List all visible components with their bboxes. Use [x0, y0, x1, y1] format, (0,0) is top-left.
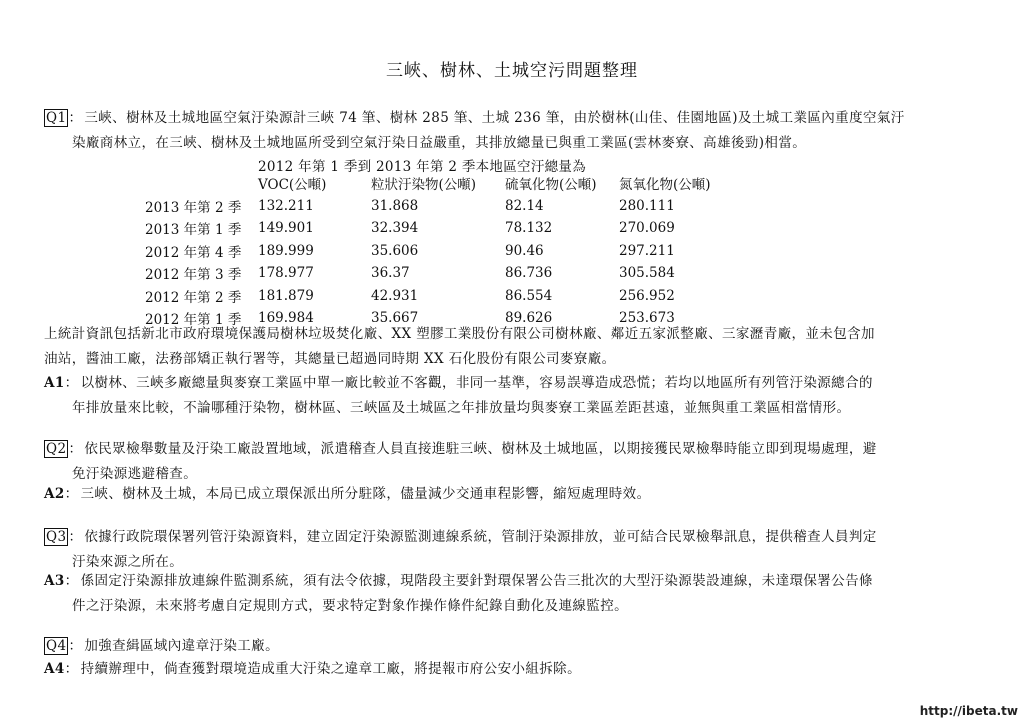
question-2-text: 依民眾檢舉數量及汙染工廠設置地域，派遣稽查人員直接進駐三峽、樹林及土城地區，以期接獲民眾檢舉時能立即到現場處理，避 — [84, 441, 877, 457]
question-1: Q1 ： 三峽、樹林及土城地區空氣汙染源計三峽 74 筆、樹林 285 筆、土城 236 筆，由於樹林(山佳、佳園地區)及土城工業區內重度空氣汙 染廠商林立，在三峽、樹林及土城地區所受到空氣汙染日益嚴重，其排放總量已與重工業區(雲林麥寮、高雄後勁)相當。 — [44, 106, 984, 156]
table-cell: 42.931 — [371, 287, 419, 304]
table-cell: 181.879 — [258, 287, 314, 304]
table-cell: 297.211 — [619, 242, 675, 259]
answer-3: A3： 係固定汙染源排放連線件監測系統，須有法令依據，現階段主要針對環保署公告三批次的大型汙染源裝設連線，未達環保署公告條 件之汙染源，未來將考慮自定規則方式，要求特定對象作操作條件紀錄自動化及連線監控。 — [44, 569, 984, 619]
table-cell: 189.999 — [258, 242, 314, 259]
table-cell: 90.46 — [505, 242, 544, 259]
table-cell: 169.984 — [258, 310, 314, 327]
table-cell: 270.069 — [619, 220, 675, 237]
table-cell: 86.554 — [505, 287, 553, 304]
table-cell: 35.606 — [371, 242, 419, 259]
question-1-text: 三峽、樹林及土城地區空氣汙染源計三峽 74 筆、樹林 285 筆、土城 236 筆，由於樹林(山佳、佳園地區)及土城工業區內重度空氣汙 — [84, 110, 905, 126]
table-cell: 178.977 — [258, 265, 314, 282]
watermark: http://ibeta.tw — [919, 704, 1018, 718]
emissions-table — [145, 172, 729, 330]
table-cell: 149.901 — [258, 220, 314, 237]
answer-4: A4： 持續辦理中，倘查獲對環境造成重大汙染之違章工廠，將提報市府公安小組拆除。 — [44, 661, 581, 677]
table-header-cell: VOC(公噸) — [258, 177, 327, 194]
answer-3-tag: A3 — [44, 573, 65, 589]
question-3-text-cont: 汙染來源之所在。 — [72, 554, 184, 570]
table-cell: 256.952 — [619, 287, 675, 304]
question-4-text: 加強查緝區域內違章汙染工廠。 — [84, 638, 279, 654]
answer-2-tag: A2 — [44, 486, 65, 502]
table-header-cell — [145, 172, 258, 195]
table-cell: 2012 年第 1 季 — [145, 312, 242, 329]
answer-2: A2： 三峽、樹林及土城，本局已成立環保派出所分駐隊，儘量減少交通車程影響，縮短處理時效。 — [44, 486, 651, 502]
question-4-tag: Q4 — [46, 638, 67, 654]
table-header-cell: 粒狀汙染物(公噸) — [371, 177, 477, 194]
answer-4-text: 持續辦理中，倘查獲對環境造成重大汙染之違章工廠，將提報市府公安小組拆除。 — [80, 661, 581, 677]
answer-1: A1： 以樹林、三峽多廠總量與麥寮工業區中單一廠比較並不客觀，非同一基準，容易誤導造成恐慌；若均以地區所有列管汙染源總合的 年排放量來比較，不論哪種汙染物，樹林區、三峽區及土城區之年排放量均與麥寮工業區差距甚遠，並無與重工業區相當情形。 — [44, 371, 984, 421]
table-cell: 31.868 — [371, 197, 419, 214]
table-header-cell: 硫氧化物(公噸) — [505, 177, 597, 194]
table-row — [145, 217, 729, 240]
table-cell: 82.14 — [505, 197, 544, 214]
answer-1-text-cont: 年排放量來比較，不論哪種汙染物，樹林區、三峽區及土城區之年排放量均與麥寮工業區差距甚遠，並無與重工業區相當情形。 — [72, 400, 851, 416]
table-title: 2012 年第 1 季到 2013 年第 2 季本地區空汙總量為 — [258, 159, 587, 175]
table-cell: 2012 年第 3 季 — [145, 267, 242, 284]
question-1-text-cont: 染廠商林立，在三峽、樹林及土城地區所受到空氣汙染日益嚴重，其排放總量已與重工業區(雲林麥寮、高雄後勁)相當。 — [72, 135, 807, 151]
table-cell: 36.37 — [371, 265, 410, 282]
table-row — [145, 262, 729, 285]
question-3: Q3 ： 依據行政院環保署列管汙染源資料，建立固定汙染源監測連線系統，管制汙染源排放，並可結合民眾檢舉訊息，提供稽查人員判定 汙染來源之所在。 — [44, 525, 984, 575]
table-header-row — [145, 172, 729, 195]
table-header-cell: 氮氧化物(公噸) — [619, 177, 711, 194]
table-row — [145, 240, 729, 263]
question-3-tag: Q3 — [46, 529, 67, 545]
question-2-text-cont: 免汙染源逃避稽查。 — [72, 466, 198, 482]
answer-4-tag: A4 — [44, 661, 65, 677]
question-3-text: 依據行政院環保署列管汙染源資料，建立固定汙染源監測連線系統，管制汙染源排放，並可結合民眾檢舉訊息，提供稽查人員判定 — [84, 529, 877, 545]
table-cell: 2013 年第 2 季 — [145, 199, 242, 216]
table-cell: 35.667 — [371, 310, 419, 327]
table-cell: 2012 年第 2 季 — [145, 289, 242, 306]
answer-3-text-cont: 件之汙染源，未來將考慮自定規則方式，要求特定對象作操作條件紀錄自動化及連線監控。 — [72, 598, 628, 614]
table-cell: 78.132 — [505, 220, 553, 237]
table-cell: 305.584 — [619, 265, 675, 282]
table-cell: 89.626 — [505, 310, 553, 327]
question-2: Q2 ： 依民眾檢舉數量及汙染工廠設置地域，派遣稽查人員直接進駐三峽、樹林及土城地區，以期接獲民眾檢舉時能立即到現場處理，避 免汙染源逃避稽查。 — [44, 437, 984, 487]
table-cell: 86.736 — [505, 265, 553, 282]
table-cell: 132.211 — [258, 197, 314, 214]
table-note-line2: 油站，醬油工廠，法務部矯正執行署等，其總量已超過同時期 XX 石化股份有限公司麥寮廠。 — [44, 351, 616, 367]
answer-3-text: 係固定汙染源排放連線件監測系統，須有法令依據，現階段主要針對環保署公告三批次的大型汙染源裝設連線，未達環保署公告條 — [80, 573, 873, 589]
question-1-tag: Q1 — [46, 110, 67, 126]
table-note-line1: 上統計資訊包括新北市政府環境保護局樹林垃圾焚化廠、XX 塑膠工業股份有限公司樹林廠、鄰近五家派整廠、三家瀝青廠，並未包含加 — [44, 326, 875, 342]
table-cell: 253.673 — [619, 310, 675, 327]
question-2-tag: Q2 — [46, 441, 67, 457]
answer-1-tag: A1 — [44, 375, 65, 391]
table-note — [44, 322, 984, 372]
answer-2-text: 三峽、樹林及土城，本局已成立環保派出所分駐隊，儘量減少交通車程影響，縮短處理時效。 — [80, 486, 651, 502]
table-cell: 32.394 — [371, 220, 419, 237]
document-title: 三峽、樹林、土城空污問題整理 — [386, 61, 638, 81]
table-row — [145, 285, 729, 308]
answer-1-text: 以樹林、三峽多廠總量與麥寮工業區中單一廠比較並不客觀，非同一基準，容易誤導造成恐慌；若均以地區所有列管汙染源總合的 — [80, 375, 873, 391]
table-row — [145, 195, 729, 218]
question-4: Q4 ： 加強查緝區域內違章汙染工廠。 — [46, 638, 279, 654]
table-cell: 2012 年第 4 季 — [145, 244, 242, 261]
table-cell: 280.111 — [619, 197, 675, 214]
table-cell: 2013 年第 1 季 — [145, 222, 242, 239]
